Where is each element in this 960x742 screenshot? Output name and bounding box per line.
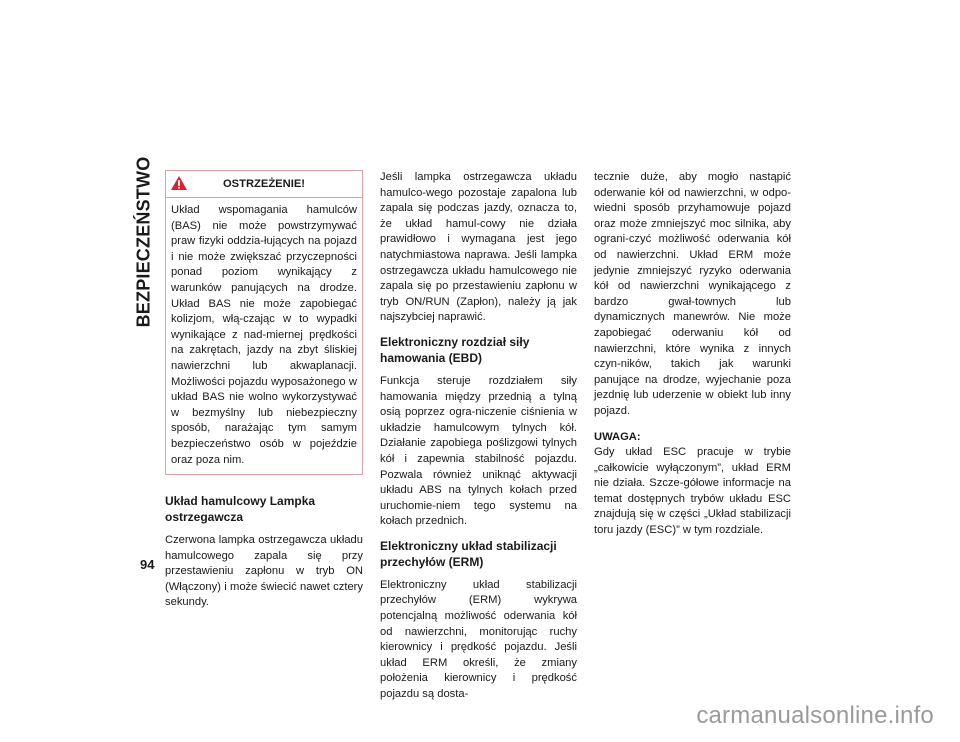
heading-erm: Elektroniczny układ stabilizacji przechyłów (ERM) — [380, 538, 557, 569]
paragraph-erm: Elektroniczny układ stabilizacji przechyłów (ERM) wykrywa potencjalną możliwość oderwania kół od nawierzchni, monitorując ruchy kierownicy i prędkość pojazdu. Jeśli układ ERM określi, że zmiany położenia kierownicy i prędkość pojazdu są dosta- — [380, 578, 577, 701]
column-3 — [594, 170, 791, 547]
page-number: 94 — [140, 557, 155, 572]
warning-triangle-icon — [170, 175, 188, 191]
warning-header — [166, 171, 362, 198]
paragraph-brake-lamp: Czerwona lampka ostrzegawcza układu hamulcowego zapala się przy przestawieniu zapłonu w tryb ON (Włączony) i może świecić nawet cztery sekundy. — [165, 534, 363, 609]
note-label: UWAGA: — [594, 430, 641, 443]
section-title-text: BEZPIECZEŃSTWO — [133, 156, 154, 328]
warning-title: OSTRZEŻENIE! — [222, 178, 306, 190]
watermark-text: carmanualsonline.info — [696, 702, 934, 729]
warning-box — [165, 170, 363, 475]
heading-brake-warning-lamp: Układ hamulcowy Lampka ostrzegawcza — [165, 494, 316, 525]
paragraph-brake-lamp-continued: Jeśli lampka ostrzegawcza układu hamulco-wego pozostaje zapalona lub zapala się podczas jazdy, oznacza to, że układ hamul-cowy nie działa prawidłowo i wymagana jest jego natychmiastowa naprawa. Jeśli lampka ostrzegawcza układu hamulcowego nie zapala się po przestawieniu zapłonu w tryb ON/RUN (Zapłon), należy ją jak najszybciej naprawić. — [380, 171, 577, 324]
paragraph-erm-continued: tecznie duże, aby mogło nastąpić oderwanie kół od nawierzchni, w odpo-wiedni sposób przyhamowuje pojazd oraz może zmniejszyć moc silnika, aby ograni-czyć możliwość oderwania kół od nawierzchni. Układ ERM może jedynie zmniejszyć ryzyko oderwania kół od nawierzchni wynikającego z bardzo gwał-townych lub dynamicznych manewrów. Nie może zapobiegać oderwaniu kół od nawierzchni, które wynika z innych czyn-ników, takich jak warunki panujące na drodze, wyjechanie poza jezdnię lub uderzenie w obiekt lub inny pojazd. — [594, 171, 791, 417]
section-side-title — [126, 156, 162, 328]
note-text: Gdy układ ESC pracuje w trybie „całkowicie wyłączonym”, układ ERM nie działa. Szcze-gółowe informacje na temat dostępnych trybów układu ESC znajdują się w części „Układ stabilizacji toru jazdy (ESC)” w tym rozdziale. — [594, 446, 791, 537]
paragraph-ebd: Funkcja steruje rozdziałem siły hamowania między przednią a tylną osią poprzez ogra-niczenie ciśnienia w układzie hamulcowym tylnych kół. Działanie zapobiega poślizgowi tylnych kół i zapewnia stabilność pojazdu. Pozwala również uniknąć aktywacji układu ABS na tylnych kołach przed uruchomie-niem tego systemu na kołach przednich. — [380, 374, 577, 528]
heading-ebd: Elektroniczny rozdział siły hamowania (EBD) — [380, 334, 530, 365]
column-1 — [165, 170, 363, 619]
column-2 — [380, 170, 577, 711]
warning-body: Układ wspomagania hamulców (BAS) nie może powstrzymywać praw fizyki oddzia-łujących na pojazd i nie może zwiększać przyczepności ponad poziom wynikający z warunków panujących na drodze. Układ BAS nie może zapobiegać kolizjom, włą-czając w to wypadki wynikające z nad-miernej prędkości na zakrętach, jazdy na zbyt śliskiej nawierzchni lub akwaplanacji. Możliwości pojazdu wyposażonego w układ BAS nie wolno wykorzystywać w bezmyślny lub niebezpieczny sposób, narażając tym samym bezpieczeństwo osób w pojeździe oraz poza nim. — [171, 204, 357, 466]
